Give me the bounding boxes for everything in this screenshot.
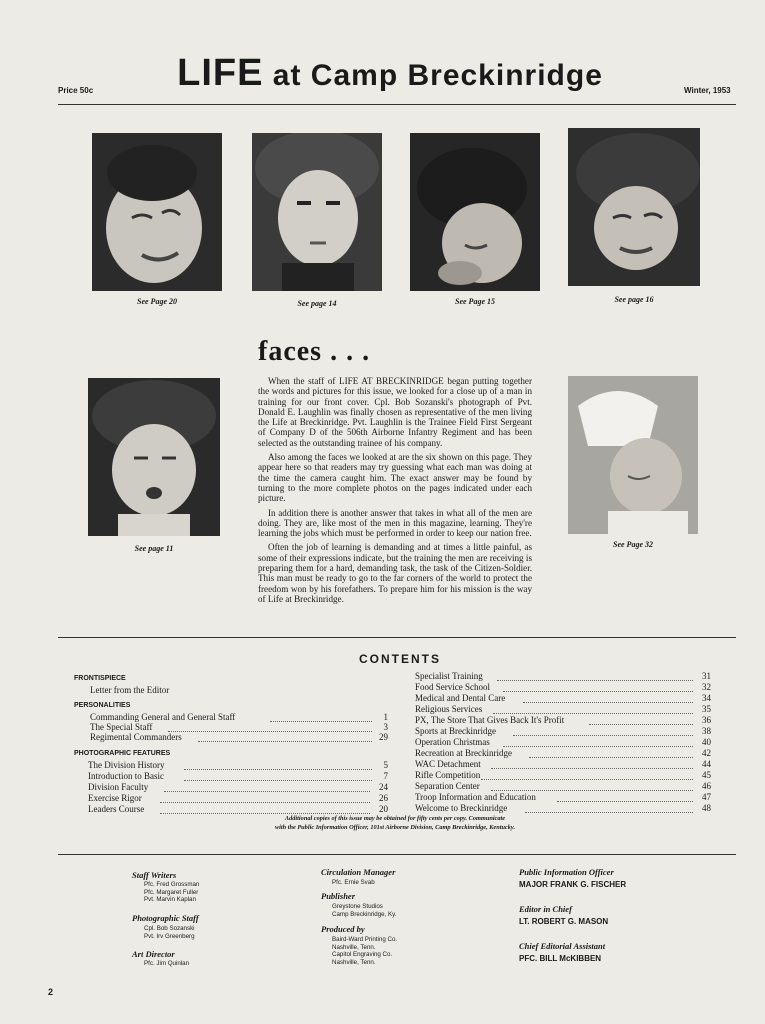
staff-name: Pvt. Marvin Kaplan bbox=[144, 896, 196, 904]
toc-page: 36 bbox=[702, 715, 711, 725]
toc-page: 34 bbox=[702, 693, 711, 703]
photo-caption: See page 11 bbox=[134, 544, 174, 553]
toc-page: 29 bbox=[379, 732, 388, 742]
toc-leader bbox=[503, 746, 693, 747]
toc-label: Operation Christmas bbox=[415, 737, 490, 747]
publisher-heading: Publisher bbox=[321, 891, 356, 901]
staff-name: Pvt. Irv Greenberg bbox=[144, 932, 195, 940]
assistant-heading: Chief Editorial Assistant bbox=[519, 941, 606, 951]
toc-leader bbox=[523, 702, 693, 703]
photo-caption: See Page 32 bbox=[613, 540, 653, 549]
staff-name: Capitol Engraving Co. bbox=[332, 951, 393, 959]
toc-leader bbox=[589, 724, 693, 725]
photo-cook-hat bbox=[568, 376, 698, 534]
photo-staff-list bbox=[144, 925, 195, 940]
photo-soldier-strain bbox=[568, 128, 700, 286]
pio-heading: Public Information Officer bbox=[519, 867, 614, 877]
toc-page: 44 bbox=[702, 759, 711, 769]
art-director-list bbox=[144, 960, 189, 968]
staff-name: Pfc. Jim Quinlan bbox=[144, 960, 190, 967]
toc-label: Rifle Competition bbox=[415, 770, 481, 780]
copies-note bbox=[230, 814, 560, 832]
article-paragraph: Also among the faces we looked at are the six shown on this page. They appear here so that readers may try guessing what each man was doing at the time the camera caught him. The exact answer may be found by turning to the more complete photos on the pages indicated under each picture. bbox=[258, 452, 532, 504]
toc-page: 7 bbox=[383, 771, 388, 781]
article-body bbox=[258, 376, 532, 608]
article-title: faces . . . bbox=[258, 336, 371, 367]
toc-section-features: PHOTOGRAPHIC FEATURES bbox=[74, 750, 171, 757]
toc-page: 35 bbox=[702, 704, 711, 714]
toc-page: 40 bbox=[702, 737, 711, 747]
header-rule bbox=[58, 104, 736, 105]
assistant-name: PFC. BILL McKIBBEN bbox=[519, 954, 602, 963]
toc-leader bbox=[493, 713, 693, 714]
toc-leader bbox=[184, 780, 372, 781]
toc-label: The Special Staff bbox=[90, 722, 153, 732]
photo-staff-heading: Photographic Staff bbox=[132, 913, 199, 923]
toc-page: 26 bbox=[379, 793, 388, 803]
photo-soldier-bowed bbox=[410, 133, 540, 291]
circulation-heading: Circulation Manager bbox=[321, 867, 396, 877]
toc-leader bbox=[164, 791, 370, 792]
toc-label: Letter from the Editor bbox=[90, 685, 170, 695]
toc-page: 32 bbox=[702, 682, 711, 692]
toc-label: Separation Center bbox=[415, 781, 480, 791]
photo-caption: See page 16 bbox=[614, 295, 654, 304]
photo-caption: See page 14 bbox=[297, 299, 337, 308]
toc-label: Religious Services bbox=[415, 704, 483, 714]
photo-caption: See Page 15 bbox=[455, 297, 495, 306]
toc-label: The Division History bbox=[88, 760, 165, 770]
toc-leader bbox=[270, 721, 372, 722]
toc-label: Food Service School bbox=[415, 682, 490, 692]
toc-page: 1 bbox=[383, 712, 388, 722]
toc-leader bbox=[481, 779, 693, 780]
toc-page: 24 bbox=[379, 782, 388, 792]
photo-soldier-helmet bbox=[252, 133, 382, 291]
toc-leader bbox=[491, 768, 693, 769]
toc-section-frontispiece: FRONTISPIECE bbox=[74, 675, 126, 682]
toc-leader bbox=[184, 769, 372, 770]
toc-label: PX, The Store That Gives Back It's Profit bbox=[415, 715, 565, 725]
photo-caption: See Page 20 bbox=[137, 297, 177, 306]
toc-leader bbox=[198, 741, 372, 742]
toc-leader bbox=[168, 731, 372, 732]
toc-leader bbox=[497, 680, 693, 681]
toc-leader bbox=[513, 735, 693, 736]
toc-leader bbox=[491, 790, 693, 791]
staff-name: Nashville, Tenn. bbox=[332, 958, 376, 966]
staff-name: Baird-Ward Printing Co. bbox=[332, 936, 398, 943]
contents-title: CONTENTS bbox=[359, 652, 441, 666]
toc-label: Commanding General and General Staff bbox=[90, 712, 236, 722]
staff-rule bbox=[58, 854, 736, 855]
toc-leader bbox=[525, 812, 693, 813]
toc-leader bbox=[557, 801, 693, 802]
art-director-heading: Art Director bbox=[132, 949, 175, 959]
toc-page: 48 bbox=[702, 803, 711, 813]
toc-section-personalities: PERSONALITIES bbox=[74, 702, 131, 709]
staff-writers-heading: Staff Writers bbox=[132, 870, 177, 880]
editor-name: LT. ROBERT G. MASON bbox=[519, 917, 609, 926]
editor-heading: Editor in Chief bbox=[519, 904, 572, 914]
staff-name: Pfc. Margaret Fuller bbox=[144, 888, 199, 896]
produced-by-heading: Produced by bbox=[321, 924, 365, 934]
toc-page: 31 bbox=[702, 671, 711, 681]
photo-soldier-shout bbox=[88, 378, 220, 536]
staff-name: Camp Breckinridge, Ky. bbox=[332, 910, 397, 918]
toc-leader bbox=[503, 691, 693, 692]
toc-label: Welcome to Breckinridge bbox=[415, 803, 508, 813]
toc-label: Troop Information and Education bbox=[415, 792, 536, 802]
toc-page: 45 bbox=[702, 770, 711, 780]
toc-label: Specialist Training bbox=[415, 671, 483, 681]
toc-label: Leaders Course bbox=[88, 804, 145, 814]
produced-by-list bbox=[332, 936, 397, 966]
masthead-life: LIFE bbox=[177, 52, 264, 94]
price-label: Price 50c bbox=[58, 86, 94, 95]
article-paragraph: In addition there is another answer that takes in what all of the men are doing. They are, like most of the men in this magazine, learning. They're learning the jobs which must be performed in order to keep our nation free. bbox=[258, 507, 532, 539]
toc-leader bbox=[529, 757, 693, 758]
toc-label: Medical and Dental Care bbox=[415, 693, 506, 703]
staff-name: Pfc. Fred Grossman bbox=[144, 881, 200, 888]
copies-note-line: with the Public Information Officer, 101st Airborne Division, Camp Breckinridge, Kentucky. bbox=[274, 824, 516, 831]
staff-name: Greystone Studios bbox=[332, 903, 383, 910]
masthead-title bbox=[150, 52, 630, 95]
toc-page: 5 bbox=[383, 760, 388, 770]
toc-page: 38 bbox=[702, 726, 711, 736]
issue-date: Winter, 1953 bbox=[684, 86, 731, 95]
page-number: 2 bbox=[48, 987, 54, 997]
pio-name: MAJOR FRANK G. FISCHER bbox=[519, 880, 627, 889]
toc-page: 3 bbox=[383, 722, 388, 732]
toc-page: 20 bbox=[379, 804, 388, 814]
toc-page: 42 bbox=[702, 748, 711, 758]
toc-leader bbox=[160, 802, 370, 803]
toc-label: Introduction to Basic bbox=[88, 771, 164, 781]
toc-label: Sports at Breckinridge bbox=[415, 726, 496, 736]
contents-rule bbox=[58, 637, 736, 638]
staff-name: Cpl. Bob Sozanski bbox=[144, 925, 195, 932]
staff-writers-list bbox=[144, 881, 199, 904]
circulation-list bbox=[332, 879, 375, 887]
masthead-rest: at Camp Breckinridge bbox=[272, 59, 603, 92]
toc-label: Regimental Commanders bbox=[90, 732, 182, 742]
toc-page: 46 bbox=[702, 781, 711, 791]
staff-name: Pfc. Ernie Svab bbox=[332, 879, 375, 886]
toc-label: Exercise Rigor bbox=[88, 793, 142, 803]
publisher-list bbox=[332, 903, 397, 918]
toc-label: Recreation at Breckinridge bbox=[415, 748, 512, 758]
toc-label: Division Faculty bbox=[88, 782, 149, 792]
toc-page: 47 bbox=[702, 792, 711, 802]
article-paragraph: Often the job of learning is demanding and at times a little painful, as some of their expressions indicate, but the training the men are receiving is preparing them for a hard, demanding task, the task of the Citizen-Soldier. This man must be ready to go to the far corners of the world to protect the freedom won by his forefathers. To prepare him for his mission is the way of Life at Breckinridge. bbox=[258, 542, 532, 604]
toc-label: WAC Detachment bbox=[415, 759, 481, 769]
article-paragraph: When the staff of LIFE AT BRECKINRIDGE began putting together the words and pictures for this issue, we looked for a close up of a man in training for our front cover. Cpl. Bob Sozanski's photograph of Pvt. Donald E. Laughlin was finally chosen as representative of the men living the Life at Breckinridge. Pvt. Laughlin is the Trainee Field First Sergeant of Company D of the 506th Airborne Infantry Regiment and has been selected as the outstanding trainee of his company. bbox=[258, 376, 532, 448]
staff-name: Nashville, Tenn. bbox=[332, 943, 376, 951]
copies-note-line: Additional copies of this issue may be obtained for fifty cents per copy. Communicate bbox=[284, 815, 506, 822]
photo-soldier-grimace bbox=[92, 133, 222, 291]
